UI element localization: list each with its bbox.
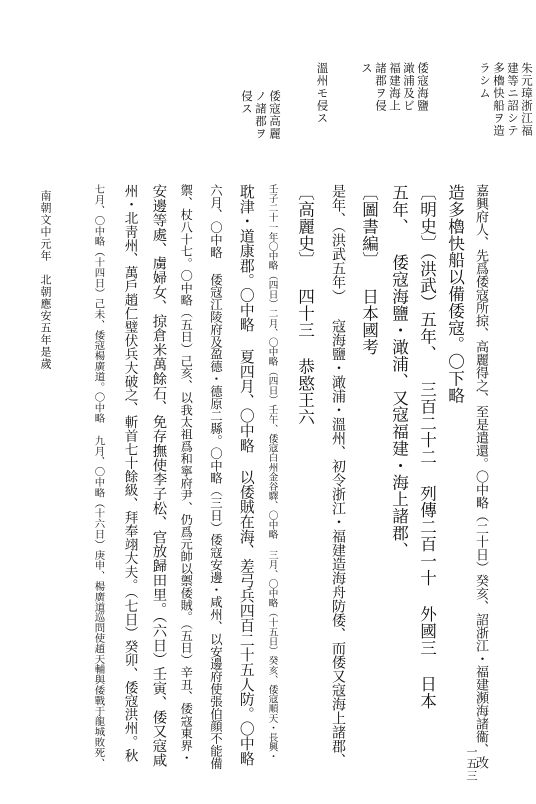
text-column-8: 壬子二十一年〇中略（四日）二月、〇中略（四日）壬午、倭寇白州金谷驛、〇中略 三月、〇中略（十五日）癸亥、倭寇順天・長興・: [266, 184, 278, 762]
text-column-14: 七月、〇中略（十四日）己未、倭寇楊廣道。〇中略 九月、〇中略（十六日）庚申、楊廣道巡問使趙天輔與倭戰于龍城敗死、: [92, 184, 105, 768]
text-column-13: 州・北靑州、萬戶趙仁璧伏兵大破之、斬首七十餘級、拜奉翊大夫。（七日）癸卯、倭寇洪州。秋: [121, 184, 138, 762]
text-column-5: 〔圖書編〕 日本國考: [359, 184, 379, 356]
header-note-3: 溫州モ侵ス: [315, 62, 330, 125]
text-column-9: 耽津・道康郡。〇中略 夏四月、〇中略 以倭賊在海、差弓兵四百二十五人防。〇中略: [237, 184, 255, 766]
era-footer: 南朝文中元年 北朝應安五年是歲: [39, 190, 52, 370]
text-column-7: 〔高麗史〕 四十三 恭愍王六: [295, 184, 315, 426]
text-column-11: 禦、杖八十七。〇中略（五日）己亥、以我太祖爲和寧府尹、仍爲元帥以禦倭賊。（五日）辛丑、倭寇東界・: [179, 184, 194, 764]
text-column-1: 嘉興府人、先爲倭寇所掠、高麗得之、至是遣還。〇中略（二十日）癸亥、詔浙江・福建瀕海諸衞、改: [473, 184, 488, 769]
text-column-4: 五年、 倭寇海鹽・澉浦、又寇福建・海上諸郡、: [389, 184, 409, 559]
text-column-3: 〔明史〕（洪武）五年、 三百二十二 列傳二百一十 外國三 日本: [417, 184, 437, 710]
text-column-6: 是年、（洪武五年） 寇海鹽・澉浦・溫州、初令浙江・福建造海舟防倭、而倭又寇海上諸郡、: [330, 184, 346, 767]
header-note-2: 倭寇海鹽澉浦及ビ福建海上諸郡ヲ侵ス: [360, 62, 430, 112]
header-note-4: 倭寇高麗ノ諸郡ヲ侵ス: [240, 90, 282, 140]
text-column-10: 六月、〇中略 倭寇江陵府及盈德・德原二縣。〇中略（三日）倭寇安邊・咸州、以安邊府使張伯顔不能備: [208, 184, 224, 770]
header-note-1: 朱元璋浙江福建等ニ詔シテ多櫓快船ヲ造ラシム: [478, 62, 534, 137]
text-column-2: 造多櫓快船以備倭寇。〇下略: [445, 184, 465, 404]
text-column-12: 安邊等處、虜婦女、掠倉米萬餘石、免存撫使李子松、官放歸田里。（六日）壬寅、倭又寇咸: [150, 184, 167, 768]
page-number: 一五三: [465, 746, 478, 782]
